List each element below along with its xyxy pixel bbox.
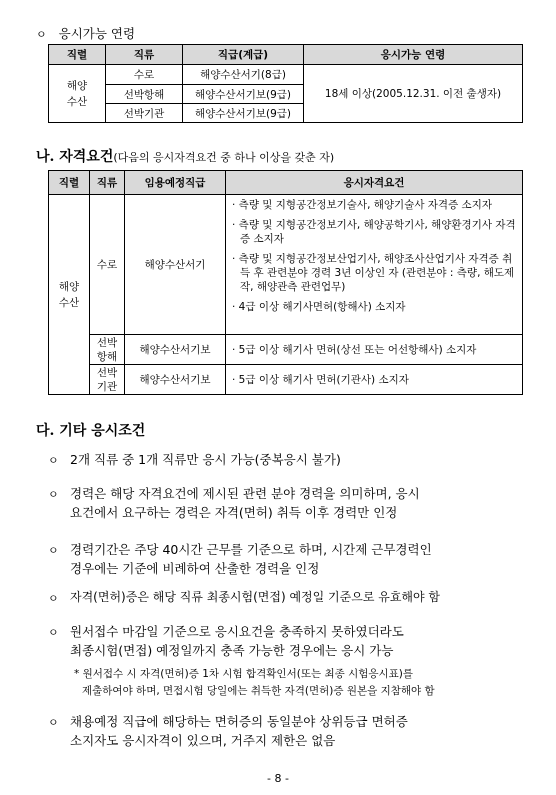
- condition-line: 자격(면허)증은 해당 직류 최종시험(면접) 예정일 기준으로 유효해야 함: [70, 590, 441, 604]
- condition-item: [48, 484, 420, 522]
- qual-header-grade: 임용예정직급: [125, 171, 226, 195]
- age-series-cell: 해양 수산: [49, 65, 106, 123]
- condition-item: [48, 450, 341, 469]
- circle-bullet-icon: ㅇ: [48, 592, 59, 605]
- qualification-note-text: (다음의 응시자격요건 중 하나 이상을 갖춘 자): [113, 151, 335, 164]
- condition-line: 최종시험(면접) 예정일까지 충족 가능한 경우에는 응시 가능: [70, 643, 394, 658]
- qual-header-series: 직렬: [49, 171, 90, 195]
- sub-note-line: 제출하여야 하며, 면접시험 당일에는 취득한 자격(면허)증 원본을 지참해야 함: [82, 685, 435, 697]
- qual-series-cell: 해양 수산: [49, 195, 90, 395]
- qualification-table: [48, 170, 523, 395]
- qual-requirement-item: · 5급 이상 해기사 면허(상선 또는 어선항해사) 소지자: [226, 335, 523, 365]
- sub-note: [74, 666, 435, 700]
- qual-requirement-item: · 측량 및 지형공간정보산업기사, 해양조사산업기사 자격증 취득 후 관련분야 경력 3년 이상인 자 (관련분야 : 측량, 해도제작, 해양관측 관련업무): [232, 253, 515, 293]
- condition-item: [48, 712, 408, 750]
- qualification-title-text: 나. 자격요건: [36, 149, 114, 165]
- qual-grade-cell: 해양수산서기보: [125, 365, 226, 395]
- age-grade-cell: 해양수산서기(8급): [183, 65, 304, 85]
- condition-item: [48, 622, 404, 660]
- condition-item: [48, 540, 432, 578]
- condition-line: 경력은 해당 자격요건에 제시된 관련 분야 경력을 의미하며, 응시: [70, 486, 420, 501]
- qual-field-cell: 수로: [90, 195, 125, 335]
- age-table: [48, 44, 523, 123]
- qual-grade-cell: 해양수산서기보: [125, 335, 226, 365]
- age-value-cell: 18세 이상(2005.12.31. 이전 출생자): [304, 65, 523, 123]
- qual-requirements-cell: [226, 195, 523, 335]
- circle-bullet-icon: ㅇ: [36, 28, 47, 41]
- qual-requirement-item: · 측량 및 지형공간정보기술사, 해양기술사 자격증 소지자: [232, 199, 492, 211]
- condition-line: 요건에서 요구하는 경력은 자격(면허) 취득 이후 경력만 인정: [70, 505, 398, 520]
- age-grade-cell: 해양수산서기보(9급): [183, 104, 304, 123]
- circle-bullet-icon: ㅇ: [48, 454, 59, 467]
- age-field-cell: 선박항해: [106, 85, 183, 104]
- age-field-cell: 수로: [106, 65, 183, 85]
- circle-bullet-icon: ㅇ: [48, 488, 59, 501]
- qual-grade-cell: 해양수산서기: [125, 195, 226, 335]
- qual-requirement-item: · 4급 이상 해기사면허(항해사) 소지자: [232, 301, 406, 313]
- qual-field-cell: 선박 항해: [90, 335, 125, 365]
- age-header-field: 직류: [106, 45, 183, 65]
- other-conditions-title: 다. 기타 응시조건: [36, 423, 146, 439]
- circle-bullet-icon: ㅇ: [48, 626, 59, 639]
- age-header-grade: 직급(계급): [183, 45, 304, 65]
- circle-bullet-icon: ㅇ: [48, 544, 59, 557]
- circle-bullet-icon: ㅇ: [48, 716, 59, 729]
- age-header-age: 응시가능 연령: [304, 45, 523, 65]
- age-title-text: 응시가능 연령: [58, 26, 136, 41]
- condition-line: 경력기간은 주당 40시간 근무를 기준으로 하며, 시간제 근무경력인: [70, 542, 432, 557]
- qualification-section-title: [36, 146, 334, 166]
- age-header-series: 직렬: [49, 45, 106, 65]
- condition-line: 경우에는 기준에 비례하여 산출한 경력을 인정: [70, 561, 320, 576]
- sub-note-line: * 원서접수 시 자격(면허)증 1차 시험 합격확인서(또는 최종 시험응시표)를: [74, 668, 414, 680]
- qual-requirement-item: · 측량 및 지형공간정보기사, 해양공학기사, 해양환경기사 자격증 소지자: [232, 219, 516, 245]
- qual-header-requirements: 응시자격요건: [226, 171, 523, 195]
- condition-line: 2개 직류 중 1개 직류만 응시 가능(중복응시 불가): [70, 452, 341, 467]
- age-grade-cell: 해양수산서기보(9급): [183, 85, 304, 104]
- qual-field-cell: 선박 기관: [90, 365, 125, 395]
- condition-line: 원서접수 마감일 기준으로 응시요건을 충족하지 못하였더라도: [70, 624, 404, 639]
- qual-requirement-item: · 5급 이상 해기사 면허(기관사) 소지자: [226, 365, 523, 395]
- condition-line: 채용예정 직급에 해당하는 면허증의 동일분야 상위등급 면허증: [70, 714, 408, 729]
- qual-header-field: 직류: [90, 171, 125, 195]
- age-field-cell: 선박기관: [106, 104, 183, 123]
- condition-line: 소지자도 응시자격이 있으며, 거주지 제한은 없음: [70, 733, 336, 748]
- page-number: - 8 -: [267, 772, 289, 785]
- age-section-title: [36, 24, 135, 42]
- condition-item: [48, 588, 440, 607]
